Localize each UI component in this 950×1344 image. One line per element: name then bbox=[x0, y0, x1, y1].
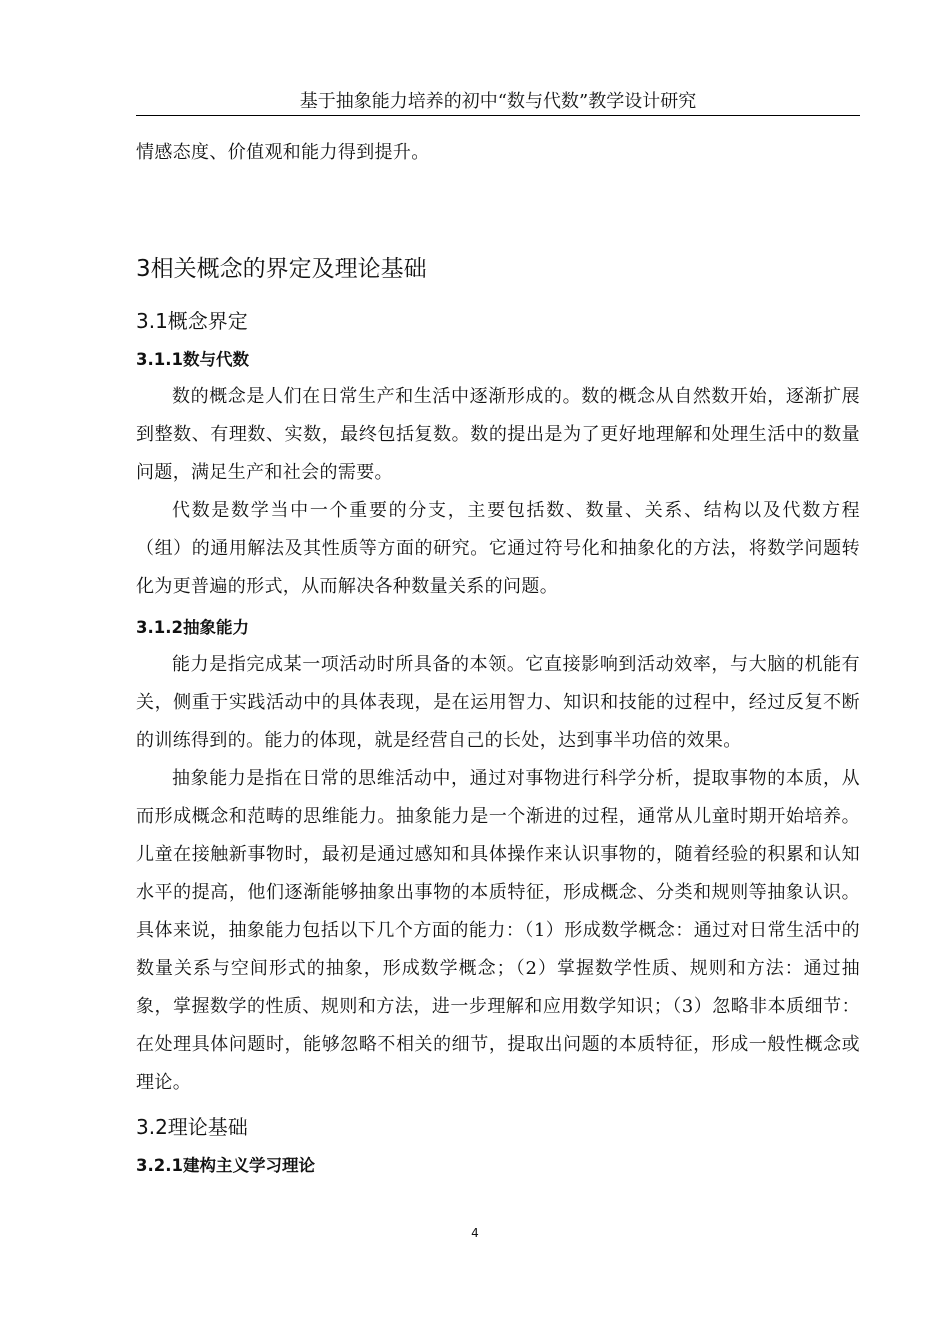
intro-continuation-text: 情感态度、价值观和能力得到提升。 bbox=[136, 142, 430, 163]
running-header-title: 基于抽象能力培养的初中“数与代数”教学设计研究 bbox=[299, 91, 697, 112]
page-number: 4 bbox=[471, 1226, 479, 1240]
subsection-heading-3-2-1: 3.2.1建构主义学习理论 bbox=[136, 1156, 315, 1175]
paragraph-abstraction-ability: 抽象能力是指在日常的思维活动中，通过对事物进行科学分析，提取事物的本质，从而形成概念和范畴的思维能力。抽象能力是一个渐进的过程，通常从儿童时期开始培养。儿童在接触新事物时，最初是通过感知和具体操作来认识事物的，随着经验的积累和认知水平的提高，他们逐渐能够抽象出事物的本质特征，形成概念、分类和规则等抽象认识。具体来说，抽象能力包括以下几个方面的能力：（1）形成数学概念：通过对日常生活中的数量关系与空间形式的抽象，形成数学概念；（2）掌握数学性质、规则和方法：通过抽象，掌握数学的性质、规则和方法，进一步理解和应用数学知识；（3）忽略非本质细节：在处理具体问题时，能够忽略不相关的细节，提取出问题的本质特征，形成一般性概念或理论。 bbox=[136, 768, 860, 1093]
subsection-heading-3-1-2: 3.1.2抽象能力 bbox=[136, 618, 249, 637]
section-heading-3-1: 3.1概念界定 bbox=[136, 309, 248, 333]
section-heading-3-2: 3.2理论基础 bbox=[136, 1115, 248, 1139]
paragraph-numbers-concept: 数的概念是人们在日常生产和生活中逐渐形成的。数的概念从自然数开始，逐渐扩展到整数、有理数、实数，最终包括复数。数的提出是为了更好地理解和处理生活中的数量问题，满足生产和社会的需要。 bbox=[136, 386, 860, 483]
subsection-heading-3-1-1: 3.1.1数与代数 bbox=[136, 350, 249, 369]
paragraph-ability-definition: 能力是指完成某一项活动时所具备的本领。它直接影响到活动效率，与大脑的机能有关，侧重于实践活动中的具体表现，是在运用智力、知识和技能的过程中，经过反复不断的训练得到的。能力的体现，就是经营自己的长处，达到事半功倍的效果。 bbox=[136, 654, 860, 751]
chapter-heading: 3相关概念的界定及理论基础 bbox=[136, 256, 427, 282]
paragraph-algebra-definition: 代数是数学当中一个重要的分支，主要包括数、数量、关系、结构以及代数方程（组）的通用解法及其性质等方面的研究。它通过符号化和抽象化的方法，将数学问题转化为更普遍的形式，从而解决各种数量关系的问题。 bbox=[136, 500, 860, 597]
header-divider bbox=[136, 115, 860, 116]
